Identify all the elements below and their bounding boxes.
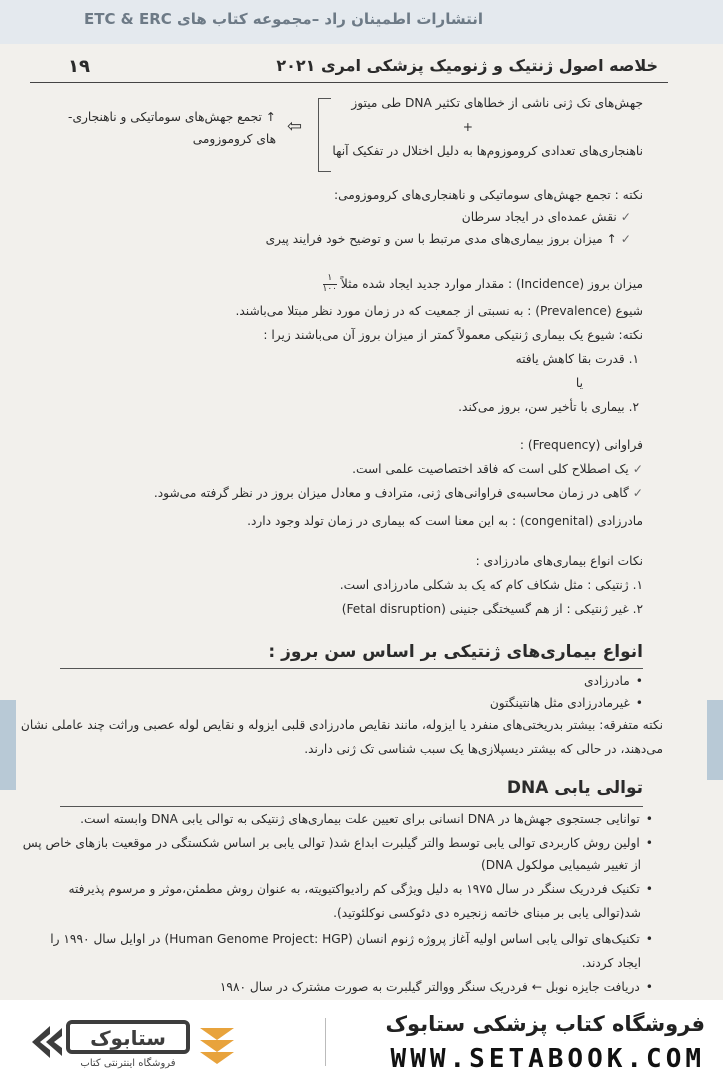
dna-bullet-3-line-1: • تکنیک فردریک سنگر در سال ۱۹۷۵ به دلیل ویژگی کم رادیواکتیویته، به عنوان روش مطمئن،موثر و مرسوم پذیرفته <box>68 880 653 898</box>
incidence-def: میزان بروز (Incidence) : مقدار موارد جدید ایجاد شده مثلاً $\frac{۱}{۱۰۰}$ <box>322 273 643 294</box>
margin-tab-left <box>0 700 16 790</box>
prevalence-note: نکته: شیوع یک بیماری ژنتیکی معمولاً کمتر از میزان بروز آن می‌باشند زیرا : <box>263 328 643 342</box>
box-result-1: ↑ تجمع جهش‌های سوماتیکی و ناهنجاری- <box>68 110 276 124</box>
store-url[interactable]: WWW.SETABOOK.COM <box>390 1044 705 1074</box>
left-arrow-icon: ⇦ <box>287 116 303 137</box>
congenital-notes-title: نکات انواع بیماری‌های مادرزادی : <box>475 554 643 568</box>
dna-bullet-2-line-1: • اولین روش کاربردی توالی یابی توسط والتر گیلبرت ابداع شد( توالی یابی بر اساس شکستگی در موقعیت بازهای خاص پس <box>23 834 653 852</box>
section-rule <box>60 806 643 807</box>
check-icon: ✓ <box>620 210 631 224</box>
page-number: ۱۹ <box>68 56 90 77</box>
book-title: خلاصه اصول ژنتیک و ژنومیک پزشکی امری ۲۰۲۱ <box>276 56 658 75</box>
note1-item-1: ✓نقش عمده‌ای در ایجاد سرطان <box>461 210 631 224</box>
setabook-logo[interactable] <box>28 1014 238 1070</box>
prevalence-def: شیوع (Prevalence) : به نسبتی از جمعیت که در زمان مورد نظر مبتلا می‌باشند. <box>235 304 643 318</box>
misc-note-line-1: نکته متفرقه: بیشتر بدریختی‌های منفرد یا ایزوله، مانند نقایص مادرزادی قلبی ایزوله و نقایص لوله عصبی وراثت چند عاملی نشان <box>20 718 663 732</box>
frequency-title: فراوانی (Frequency) : <box>519 438 643 452</box>
section-age-bullet-1: • مادرزادی <box>584 672 643 690</box>
dna-bullet-3-line-2: شد(توالی یابی بر مبنای خاتمه زنجیره دی دئوکسی نوکلئوتید). <box>333 906 641 920</box>
section-age-title: انواع بیماری‌های ژنتیکی بر اساس سن بروز : <box>268 642 643 662</box>
reason-1: ۱. قدرت بقا کاهش یافته <box>515 352 639 366</box>
check-icon: ✓ <box>632 462 643 476</box>
box-result-2: های کروموزومی <box>192 132 276 146</box>
misc-note-line-2: می‌دهند، در حالی که بیشتر دیسپلازی‌ها یک سبب شناسی تک ژنی دارند. <box>304 742 663 756</box>
dna-bullet-4-line-1: • تکنیک‌های توالی یابی اساس اولیه آغاز پروژه ژنوم انسان (Human Genome Project: HGP) در اوایل سال ۱۹۹۰ را <box>50 930 653 948</box>
box-plus: + <box>462 120 473 134</box>
congenital-note-2: ۲. غیر ژنتیکی : از هم گسیختگی جنینی (Fetal disruption) <box>341 602 643 616</box>
frequency-item-1: ✓یک اصطلاح کلی است که فاقد اختصاصیت علمی است. <box>352 462 643 476</box>
banner-divider <box>325 1018 326 1066</box>
box-line-1: جهش‌های تک ژنی ناشی از خطاهای تکثیر DNA طی میتوز <box>351 96 643 110</box>
bracket <box>318 98 331 172</box>
note1-item-2: ✓↑ میزان بروز بیماری‌های مدی مرتبط با سن و توضیح خود فرایند پیری <box>265 232 631 246</box>
dna-bullet-1: • توانایی جستجوی جهش‌ها در DNA انسانی برای تعیین علت بیماری‌های ژنتیکی به توالی یابی DNA وابسته است. <box>80 810 653 828</box>
dna-bullet-2-line-2: از تغییر شیمیایی مولکول DNA) <box>480 858 641 872</box>
page-header <box>30 48 668 83</box>
frequency-item-2: ✓گاهی در زمان محاسبه‌ی فراوانی‌های ژنی، مترادف و معادل میزان بروز در نظر گرفته می‌شود. <box>153 486 643 500</box>
box-line-2: ناهنجاری‌های تعدادی کروموزوم‌ها به دلیل اختلال در تفکیک آنها <box>332 144 643 158</box>
dna-bullet-5: • دریافت جایزه نوبل ← فردریک سنگر ووالتر گیلبرت به صورت مشترک در سال ۱۹۸۰ <box>220 978 653 996</box>
congenital-note-1: ۱. ژنتیکی : مثل شکاف کام که یک بد شکلی مادرزادی است. <box>339 578 643 592</box>
section-age-bullet-2: • غیرمادرزادی مثل هانتینگتون <box>490 694 643 712</box>
check-icon: ✓ <box>632 486 643 500</box>
section-rule <box>60 668 643 669</box>
publisher-title: انتشارات اطمینان راد –مجموعه کتاب های ETC & ERC <box>83 10 483 28</box>
dna-bullet-4-line-2: ایجاد کردند. <box>581 956 641 970</box>
reason-2: ۲. بیماری با تأخیر سن، بروز می‌کند. <box>458 400 639 414</box>
congenital-def: مادرزادی (congenital) : به این معنا است که بیماری در زمان تولد وجود دارد. <box>247 514 643 528</box>
margin-tab-right <box>707 700 723 780</box>
or-text: یا <box>575 376 583 390</box>
logo-text: ستابوک <box>90 1026 166 1050</box>
publisher-bar <box>0 0 723 44</box>
check-icon: ✓ <box>620 232 631 246</box>
section-dna-title: توالی یابی DNA <box>506 778 643 798</box>
fraction: $\frac{۱}{۱۰۰}$ <box>322 273 338 294</box>
note1-title: نکته : تجمع جهش‌های سوماتیکی و ناهنجاری‌های کروموزومی: <box>333 188 643 202</box>
store-name: فروشگاه کتاب پزشکی ستابوک <box>385 1012 705 1036</box>
logo-subtitle: فروشگاه اینترنتی کتاب <box>80 1058 176 1069</box>
store-banner <box>0 1000 723 1080</box>
